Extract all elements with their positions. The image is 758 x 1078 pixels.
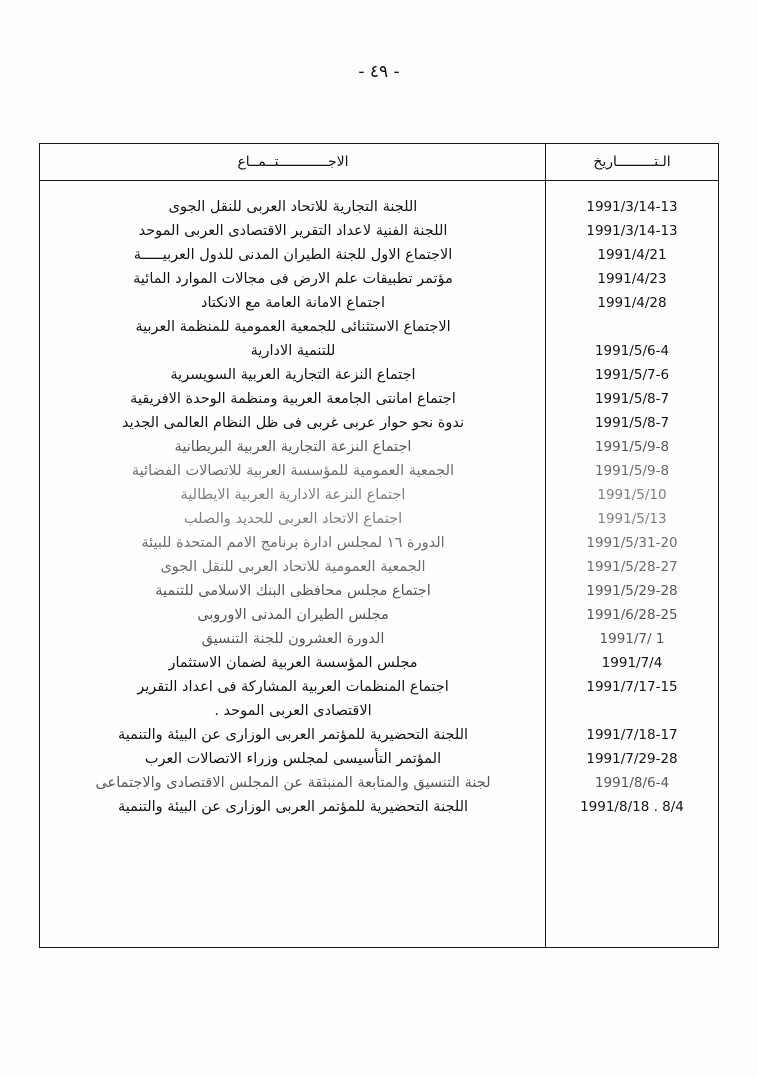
row-date: 1991/7/ 1 bbox=[599, 631, 665, 647]
row-date: 1991/4/23 bbox=[597, 271, 667, 287]
table-row bbox=[40, 675, 718, 699]
row-subject: مجلس الطيران المدنى الاوروبى bbox=[197, 607, 389, 623]
row-date: 1991/5/28-27 bbox=[586, 559, 678, 575]
row-subject: اجتماع الاتحاد العربى للحديد والصلب bbox=[183, 511, 403, 527]
table-row bbox=[40, 435, 718, 459]
row-date: 1991/4/28 bbox=[597, 295, 667, 311]
row-date: 1991/5/8-7 bbox=[594, 415, 670, 431]
table-body bbox=[40, 181, 718, 947]
row-date: 1991/7/17-15 bbox=[586, 679, 678, 695]
table-row bbox=[40, 243, 718, 267]
table-row bbox=[40, 723, 718, 747]
table-row bbox=[40, 603, 718, 627]
table-row bbox=[40, 195, 718, 219]
row-date: 1991/7/4 bbox=[601, 655, 663, 671]
row-date: 1991/5/31-20 bbox=[586, 535, 678, 551]
table-row bbox=[40, 579, 718, 603]
row-date: 1991/5/6-4 bbox=[594, 343, 670, 359]
row-date: 1991/3/14-13 bbox=[586, 223, 678, 239]
row-date bbox=[546, 315, 718, 339]
column-header-subject: الاجــــــــــــتــمــاع bbox=[237, 154, 349, 170]
row-subject: اجتماع النزعة الادارية العربية الايطالية bbox=[180, 487, 406, 503]
row-date: 1991/6/28-25 bbox=[586, 607, 678, 623]
row-subject: اللجنة التحضيرية للمؤتمر العربى الوزارى عن البيئة والتنمية bbox=[117, 727, 469, 743]
row-subject: الاجتماع الاستثنائى للجمعية العمومية للمنظمة العربية bbox=[135, 319, 451, 335]
row-subject: الدورة العشرون للجنة التنسيق bbox=[201, 631, 385, 647]
table-row bbox=[40, 627, 718, 651]
table-row bbox=[40, 795, 718, 819]
row-subject: الجمعية العمومية للاتحاد العربى للنقل الجوى bbox=[160, 559, 426, 575]
row-date: 1991/5/9-8 bbox=[594, 439, 670, 455]
row-subject: الدورة ١٦ لمجلس ادارة برنامج الامم المتحدة للبيئة bbox=[141, 535, 445, 551]
row-subject: اجتماع الامانة العامة مع الانكتاد bbox=[200, 295, 386, 311]
row-date: 1991/4/21 bbox=[597, 247, 667, 263]
row-subject: لجنة التنسيق والمتابعة المنبثقة عن المجلس الاقتصادى والاجتماعى bbox=[95, 775, 491, 791]
row-subject: مجلس المؤسسة العربية لضمان الاستثمار bbox=[168, 655, 418, 671]
page-number: - ٤٩ - bbox=[358, 62, 400, 82]
table-row bbox=[40, 747, 718, 771]
table-row bbox=[40, 387, 718, 411]
table-row bbox=[40, 291, 718, 315]
row-subject: اجتماع النزعة التجارية العربية البريطانية bbox=[174, 439, 412, 455]
row-subject: اجتماع النزعة التجارية العربية السويسرية bbox=[170, 367, 416, 383]
table-row bbox=[40, 459, 718, 483]
row-subject: اجتماع المنظمات العربية المشاركة فى اعداد التقرير bbox=[137, 679, 449, 695]
meetings-table bbox=[39, 143, 719, 948]
row-subject: الاقتصادى العربى الموحد . bbox=[214, 703, 372, 719]
row-date: 1991/8/18 . 8/4 bbox=[580, 799, 684, 815]
row-subject: الاجتماع الاول للجنة الطيران المدنى للدول العربيـــــة bbox=[133, 247, 453, 263]
row-subject: للتنمية الادارية bbox=[250, 343, 336, 359]
row-subject: اللجنة الفنية لاعداد التقرير الاقتصادى العربى الموحد bbox=[138, 223, 448, 239]
row-date: 1991/5/8-7 bbox=[594, 391, 670, 407]
row-date bbox=[546, 699, 718, 723]
row-date: 1991/3/14-13 bbox=[586, 199, 678, 215]
table-row bbox=[40, 315, 718, 339]
table-row bbox=[40, 219, 718, 243]
row-subject: اجتماع امانتى الجامعة العربية ومنظمة الوحدة الافريقية bbox=[130, 391, 456, 407]
row-subject: المؤتمر التأسيسى لمجلس وزراء الاتصالات العرب bbox=[144, 751, 442, 767]
row-date: 1991/7/29-28 bbox=[586, 751, 678, 767]
row-date: 1991/5/7-6 bbox=[594, 367, 670, 383]
row-subject: مؤتمر تطبيقات علم الارض فى مجالات الموارد المائية bbox=[133, 271, 453, 287]
row-date: 1991/5/10 bbox=[597, 487, 667, 503]
row-subject: اجتماع مجلس محافظى البنك الاسلامى للتنمية bbox=[155, 583, 431, 599]
table-row bbox=[40, 555, 718, 579]
table-row bbox=[40, 267, 718, 291]
row-date: 1991/7/18-17 bbox=[586, 727, 678, 743]
table-row bbox=[40, 339, 718, 363]
row-date: 1991/5/29-28 bbox=[586, 583, 678, 599]
table-row bbox=[40, 771, 718, 795]
table-row bbox=[40, 411, 718, 435]
row-subject: اللجنة التحضيرية للمؤتمر العربى الوزارى عن البيئة والتنمية bbox=[117, 799, 469, 815]
table-row bbox=[40, 507, 718, 531]
row-subject: اللجنة التجارية للاتحاد العربى للنقل الجوى bbox=[168, 199, 418, 215]
row-date: 1991/5/13 bbox=[597, 511, 667, 527]
table-row bbox=[40, 363, 718, 387]
table-row bbox=[40, 699, 718, 723]
table-header-row bbox=[40, 144, 718, 181]
row-date: 1991/5/9-8 bbox=[594, 463, 670, 479]
table-row bbox=[40, 651, 718, 675]
table-row bbox=[40, 531, 718, 555]
table-row bbox=[40, 483, 718, 507]
row-date: 1991/8/6-4 bbox=[594, 775, 670, 791]
row-subject: الجمعية العمومية للمؤسسة العربية للاتصالات الفضائية bbox=[131, 463, 455, 479]
column-header-date: الـتـــــــــاريخ bbox=[593, 154, 671, 170]
row-subject: ندوة نحو حوار عربى غربى فى ظل النظام العالمى الجديد bbox=[121, 415, 465, 431]
